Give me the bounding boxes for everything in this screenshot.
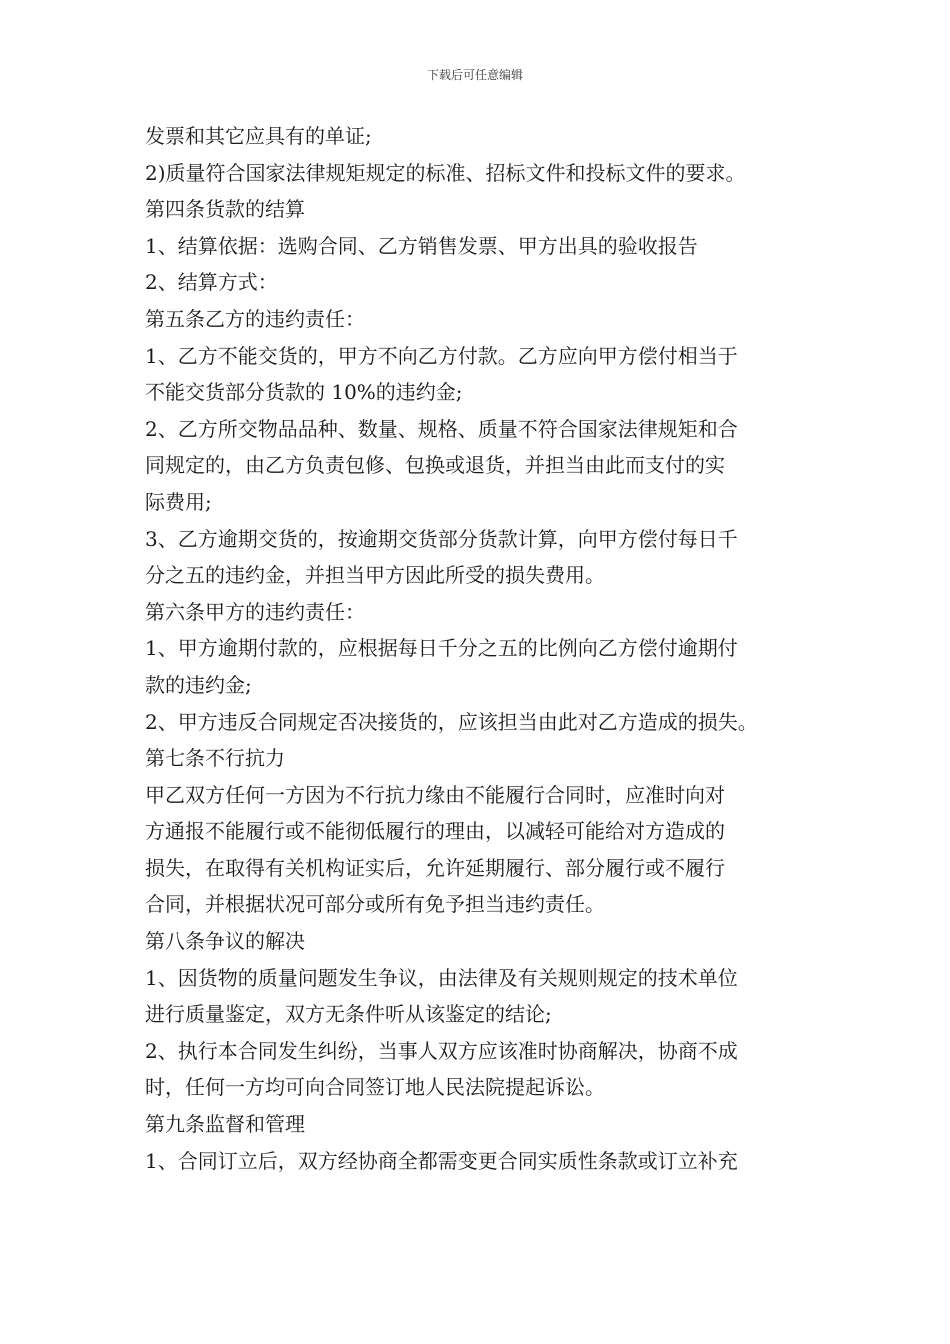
text-line: 同规定的，由乙方负责包修、包换或退货，并担当由此而支付的实 — [145, 453, 725, 478]
text-line: 2)质量符合国家法律规矩规定的标准、招标文件和投标文件的要求。 — [145, 160, 746, 185]
text-line: 时，任何一方均可向合同签订地人民法院提起诉讼。 — [145, 1075, 605, 1100]
text-line: 3、乙方逾期交货的，按逾期交货部分货款计算，向甲方偿付每日千 — [145, 526, 738, 551]
text-line: 甲乙双方任何一方因为不行抗力缘由不能履行合同时，应准时向对 — [145, 782, 725, 807]
text-line: 际费用; — [145, 489, 212, 514]
text-line: 进行质量鉴定，双方无条件听从该鉴定的结论; — [145, 1002, 552, 1027]
document-body — [145, 118, 815, 1179]
page-header: 下载后可任意编辑 — [426, 68, 523, 82]
text-line: 2、执行本合同发生纠纷，当事人双方应该准时协商解决，协商不成 — [145, 1038, 738, 1063]
text-line: 分之五的违约金，并担当甲方因此所受的损失费用。 — [145, 563, 605, 588]
text-line: 2、结算方式： — [145, 270, 278, 295]
text-line: 2、乙方所交物品品种、数量、规格、质量不符合国家法律规矩和合 — [145, 416, 738, 441]
section-heading: 第六条甲方的违约责任： — [145, 599, 365, 624]
section-heading: 第四条货款的结算 — [145, 197, 305, 222]
text-line: 1、结算依据：选购合同、乙方销售发票、甲方出具的验收报告 — [145, 233, 698, 258]
text-line: 1、合同订立后，双方经协商全都需变更合同实质性条款或订立补充 — [145, 1148, 738, 1173]
section-heading: 第八条争议的解决 — [145, 929, 305, 954]
text-line: 损失，在取得有关机构证实后，允许延期履行、部分履行或不履行 — [145, 855, 725, 880]
text-line: 1、乙方不能交货的，甲方不向乙方付款。乙方应向甲方偿付相当于 — [145, 343, 738, 368]
text-line: 1、甲方逾期付款的，应根据每日千分之五的比例向乙方偿付逾期付 — [145, 636, 738, 661]
text-line: 2、甲方违反合同规定否决接货的，应该担当由此对乙方造成的损失。 — [145, 709, 758, 734]
section-heading: 第五条乙方的违约责任： — [145, 306, 365, 331]
text-line: 方通报不能履行或不能彻低履行的理由，以减轻可能给对方造成的 — [145, 819, 725, 844]
text-line: 不能交货部分货款的 10%的违约金; — [145, 380, 463, 405]
text-line: 款的违约金; — [145, 672, 252, 697]
text-line: 1、因货物的质量问题发生争议，由法律及有关规则规定的技术单位 — [145, 965, 738, 990]
section-heading: 第九条监督和管理 — [145, 1112, 305, 1137]
section-heading: 第七条不行抗力 — [145, 746, 285, 771]
text-line: 合同，并根据状况可部分或所有免予担当违约责任。 — [145, 892, 605, 917]
text-line: 发票和其它应具有的单证; — [145, 124, 372, 148]
